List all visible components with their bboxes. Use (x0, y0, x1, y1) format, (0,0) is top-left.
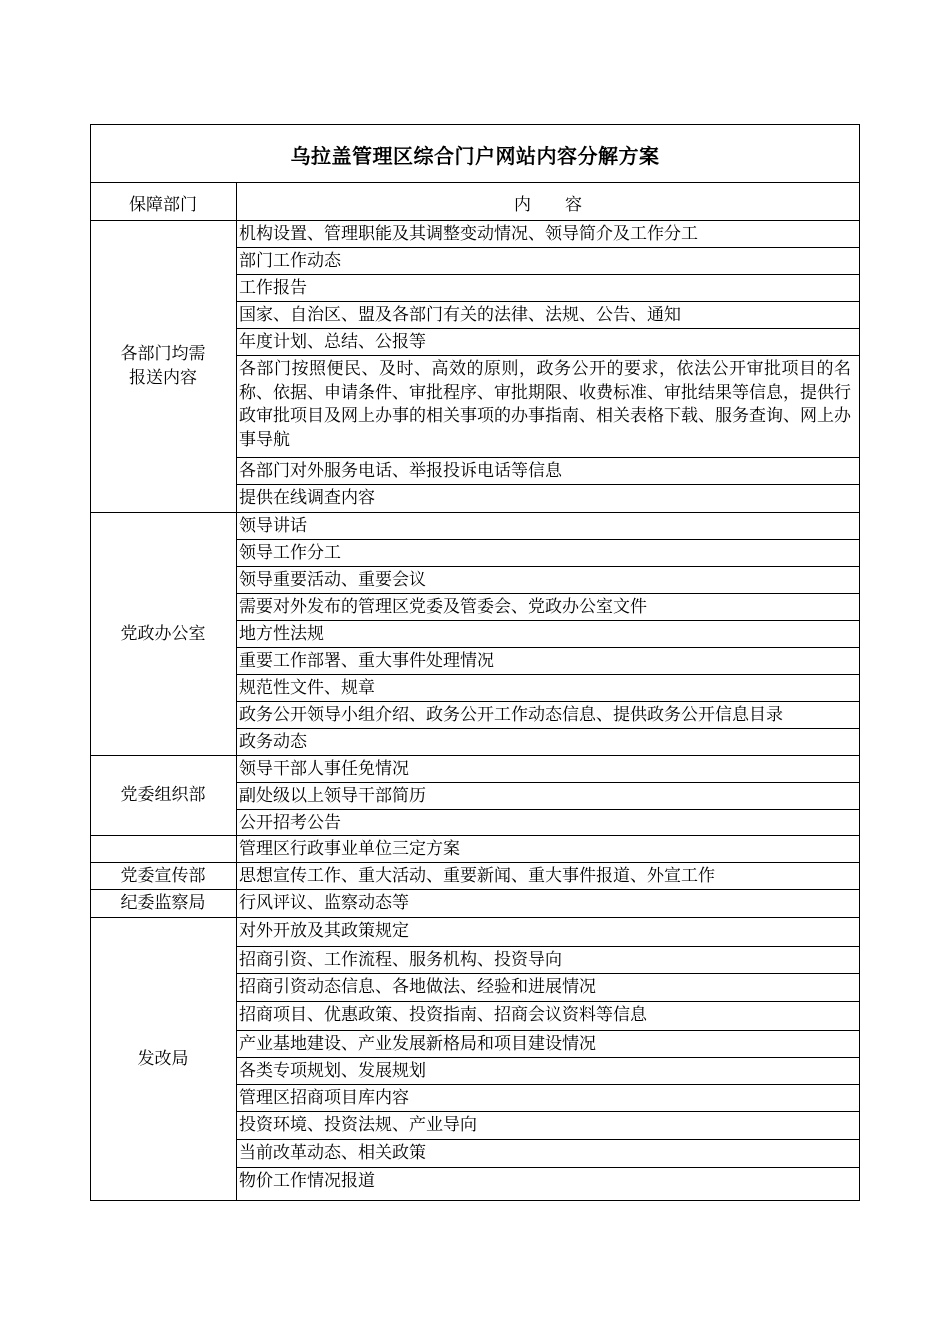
content-item: 对外开放及其政策规定 (239, 921, 409, 941)
content-item: 年度计划、总结、公报等 (239, 332, 426, 352)
content-item: 行风评议、监察动态等 (239, 893, 409, 913)
plan-table (90, 124, 860, 1204)
content-item: 国家、自治区、盟及各部门有关的法律、法规、公告、通知 (239, 305, 681, 325)
department-cell: 发改局 (137, 1048, 189, 1069)
content-item: 提供在线调查内容 (239, 488, 375, 508)
content-item: 物价工作情况报道 (239, 1171, 375, 1191)
content-item: 政务动态 (239, 732, 307, 752)
content-item: 公开招考公告 (239, 813, 341, 833)
content-item: 管理区行政事业单位三定方案 (239, 839, 460, 859)
content-item: 领导讲话 (239, 516, 307, 536)
table-rule (859, 124, 860, 1200)
table-rule (90, 1200, 860, 1201)
department-cell: 纪委监察局 (120, 893, 206, 913)
content-item: 产业基地建设、产业发展新格局和项目建设情况 (239, 1034, 596, 1054)
header-department: 保障部门 (129, 195, 197, 215)
content-item: 副处级以上领导干部简历 (239, 786, 426, 806)
content-item: 地方性法规 (239, 624, 324, 644)
content-item: 招商引资动态信息、各地做法、经验和进展情况 (239, 977, 596, 997)
content-item: 各部门按照便民、及时、高效的原则，政务公开的要求，依法公开审批项目的名称、依据、申请条件、审批程序、审批期限、收费标准、审批结果等信息，提供行政审批项目及网上办事的相关事项的办事指南、相关表格下载、服务查询、网上办事导航 (239, 359, 851, 450)
content-item: 领导重要活动、重要会议 (239, 570, 426, 590)
content-item: 管理区招商项目库内容 (239, 1088, 409, 1108)
content-item: 招商引资、工作流程、服务机构、投资导向 (239, 950, 562, 970)
content-item: 领导工作分工 (239, 543, 341, 563)
content-item: 规范性文件、规章 (239, 678, 375, 698)
table-rule (90, 124, 91, 1200)
department-cell: 各部门均需报送内容 (120, 344, 206, 388)
content-item: 机构设置、管理职能及其调整变动情况、领导简介及工作分工 (239, 224, 698, 244)
table-rule (236, 355, 860, 356)
content-item: 思想宣传工作、重大活动、重要新闻、重大事件报道、外宣工作 (239, 866, 715, 886)
content-item: 部门工作动态 (239, 251, 341, 271)
content-item: 需要对外发布的管理区党委及管委会、党政办公室文件 (239, 597, 647, 617)
content-item: 领导干部人事任免情况 (239, 759, 409, 779)
department-cell: 党委组织部 (120, 785, 206, 805)
department-cell: 党政办公室 (120, 623, 206, 644)
header-content: 内 容 (514, 195, 582, 215)
content-item: 各类专项规划、发展规划 (239, 1061, 426, 1081)
table-rule (236, 182, 237, 1200)
content-item: 当前改革动态、相关政策 (239, 1143, 426, 1163)
document-title: 乌拉盖管理区综合门户网站内容分解方案 (290, 144, 660, 168)
content-item: 招商项目、优惠政策、投资指南、招商会议资料等信息 (239, 1005, 647, 1025)
department-cell: 党委宣传部 (120, 865, 206, 886)
content-item: 政务公开领导小组介绍、政务公开工作动态信息、提供政务公开信息目录 (239, 705, 783, 725)
content-item: 工作报告 (239, 278, 307, 298)
table-rule (90, 182, 860, 183)
content-item: 重要工作部署、重大事件处理情况 (239, 651, 494, 671)
content-item: 各部门对外服务电话、举报投诉电话等信息 (239, 461, 562, 481)
content-item: 投资环境、投资法规、产业导向 (239, 1115, 477, 1135)
table-rule (90, 124, 860, 125)
